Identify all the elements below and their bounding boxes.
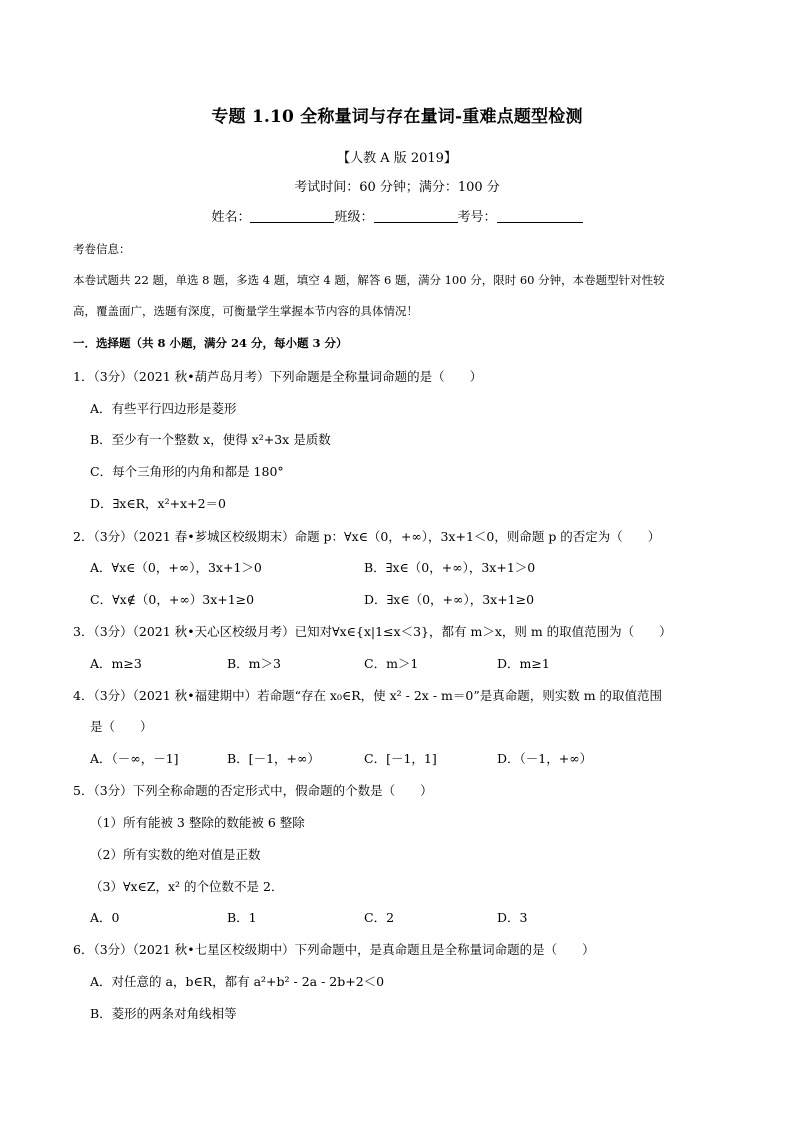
question-5-statement-1: （1）所有能被 3 整除的数能被 6 整除 bbox=[90, 815, 305, 830]
name-field[interactable] bbox=[250, 208, 334, 223]
question-1-stem: 1．（3分）（2021 秋•葫芦岛月考）下列命题是全称量词命题的是（ ） bbox=[73, 369, 483, 384]
intro-line-2: 高，覆盖面广，选题有深度，可衡量学生掌握本节内容的具体情况！ bbox=[73, 304, 418, 318]
question-2-option-d[interactable]: D．∃x∈（0，+∞），3x+1≥0 bbox=[364, 592, 535, 607]
id-field[interactable] bbox=[497, 208, 583, 223]
question-4-option-b[interactable]: B．[－1，+∞） bbox=[227, 751, 320, 766]
question-4-option-c[interactable]: C．[－1，1] bbox=[364, 751, 437, 766]
question-5-option-d[interactable]: D．3 bbox=[497, 910, 528, 925]
question-4-stem-line-2: 是（ ） bbox=[90, 719, 153, 734]
exam-info: 考试时间：60 分钟；满分：100 分 bbox=[294, 180, 500, 195]
question-5-statement-3: （3）∀x∈Z，x² 的个位数不是 2． bbox=[90, 879, 284, 894]
question-5-stem: 5．（3分）下列全称命题的否定形式中，假命题的个数是（ ） bbox=[73, 783, 433, 798]
page-title: 专题 1.10 全称量词与存在量词-重难点题型检测 bbox=[211, 107, 583, 127]
question-3-option-b[interactable]: B．m＞3 bbox=[227, 656, 281, 671]
edition-label: 【人教 A 版 2019】 bbox=[337, 151, 457, 166]
question-3-option-d[interactable]: D．m≥1 bbox=[497, 656, 550, 671]
question-2-option-c[interactable]: C．∀x∉（0，+∞）3x+1≥0 bbox=[90, 592, 255, 607]
question-5-option-a[interactable]: A．0 bbox=[90, 910, 120, 925]
intro-heading: 考卷信息： bbox=[73, 242, 131, 256]
name-label: 姓名： bbox=[211, 210, 251, 225]
question-2-option-a[interactable]: A．∀x∈（0，+∞），3x+1＞0 bbox=[90, 560, 262, 575]
question-3-stem: 3．（3分）（2021 秋•天心区校级月考）已知对∀x∈{x|1≤x＜3}，都有 m＞x，则 m 的取值范围为（ ） bbox=[73, 624, 672, 639]
question-4-option-a[interactable]: A．（－∞，－1] bbox=[90, 751, 179, 766]
intro-line-1: 本卷试题共 22 题，单选 8 题，多选 4 题，填空 4 题，解答 6 题，满分 100 分，限时 60 分钟，本卷题型针对性较 bbox=[73, 273, 665, 287]
question-4-stem-line-1: 4．（3分）（2021 秋•福建期中）若命题“存在 x₀∈R，使 x² - 2x - m＝0”是真命题，则实数 m 的取值范围 bbox=[73, 688, 663, 703]
student-info-line bbox=[0, 206, 794, 225]
class-field[interactable] bbox=[374, 208, 458, 223]
question-4-option-d[interactable]: D．（－1，+∞） bbox=[497, 751, 593, 766]
question-2-stem: 2．（3分）（2021 春•芗城区校级期末）命题 p：∀x∈（0，+∞），3x+1＜0，则命题 p 的否定为（ ） bbox=[73, 529, 661, 544]
question-2-option-b[interactable]: B．∃x∈（0，+∞），3x+1＞0 bbox=[364, 560, 536, 575]
question-3-option-c[interactable]: C．m＞1 bbox=[364, 656, 419, 671]
question-5-option-c[interactable]: C．2 bbox=[364, 910, 395, 925]
question-6-stem: 6．（3分）（2021 秋•七星区校级期中）下列命题中，是真命题且是全称量词命题的是（ ） bbox=[73, 942, 595, 957]
question-6-option-b[interactable]: B．菱形的两条对角线相等 bbox=[90, 1006, 237, 1021]
question-1-option-c[interactable]: C．每个三角形的内角和都是 180° bbox=[90, 464, 284, 479]
question-3-option-a[interactable]: A．m≥3 bbox=[90, 656, 142, 671]
question-1-option-b[interactable]: B．至少有一个整数 x，使得 x²+3x 是质数 bbox=[90, 432, 331, 447]
class-label: 班级： bbox=[334, 210, 374, 225]
question-1-option-d[interactable]: D．∃x∈R，x²+x+2＝0 bbox=[90, 496, 226, 511]
question-5-statement-2: （2）所有实数的绝对值是正数 bbox=[90, 847, 261, 862]
question-1-option-a[interactable]: A．有些平行四边形是菱形 bbox=[90, 401, 237, 416]
id-label: 考号： bbox=[457, 210, 497, 225]
section-heading: 一．选择题（共 8 小题，满分 24 分，每小题 3 分） bbox=[73, 336, 348, 350]
question-6-option-a[interactable]: A．对任意的 a，b∈R，都有 a²+b² - 2a - 2b+2＜0 bbox=[90, 974, 385, 989]
question-5-option-b[interactable]: B．1 bbox=[227, 910, 257, 925]
